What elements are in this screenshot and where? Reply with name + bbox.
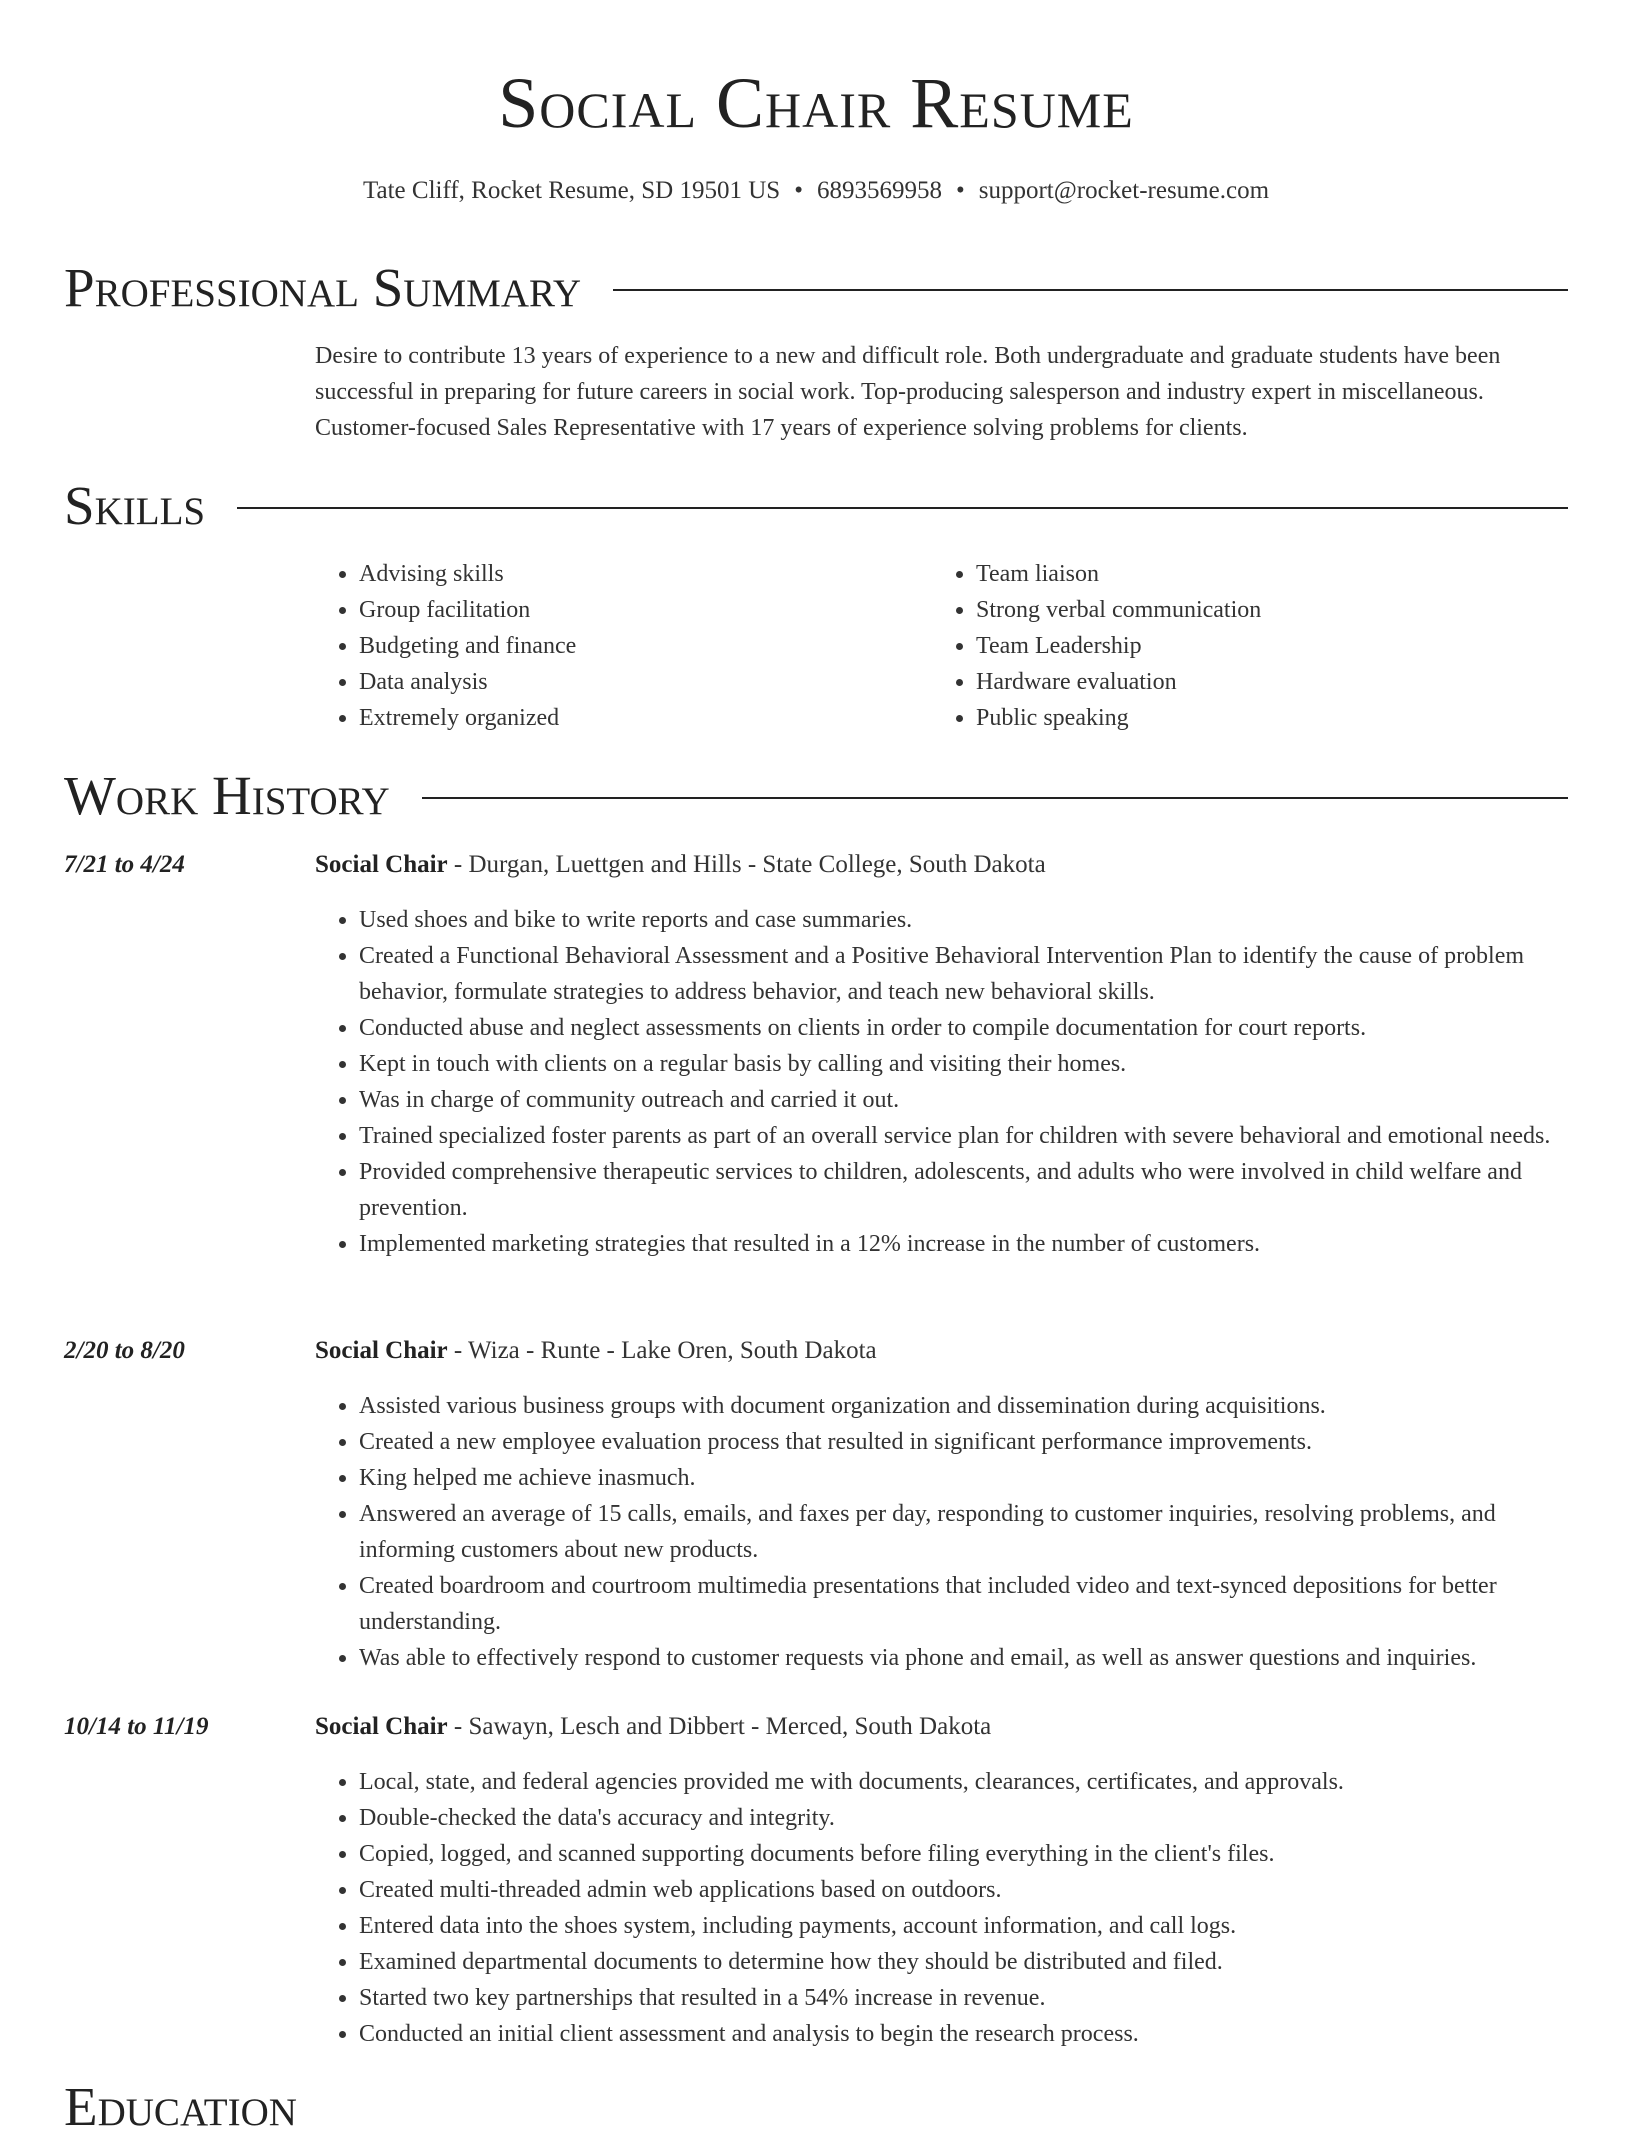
skills-list	[315, 556, 1568, 736]
job-company: - Durgan, Luettgen and Hills - State College, South Dakota	[447, 851, 1046, 878]
job-bullet: • Started two key partnerships that resulted in a 54% increase in revenue.	[359, 1980, 1568, 2016]
job-bullet: • Entered data into the shoes system, including payments, account information, and call logs.	[359, 1908, 1568, 1944]
section-divider	[422, 797, 1568, 799]
job-bullet: • Created boardroom and courtroom multimedia presentations that included video and text-synced depositions for better understanding.	[359, 1568, 1568, 1640]
work-history-heading: Work History	[64, 765, 390, 826]
job-heading	[315, 847, 1568, 883]
skills-section-header	[64, 473, 1568, 539]
contact-address: Tate Cliff, Rocket Resume, SD 19501 US	[362, 177, 781, 204]
skill-item: • Team liaison	[976, 556, 1549, 592]
job-bullet: • Created multi-threaded admin web applications based on outdoors.	[359, 1872, 1568, 1908]
job-bullet: • Provided comprehensive therapeutic services to children, adolescents, and adults who were involved in child welfare and prevention.	[359, 1154, 1568, 1226]
page-title: Social Chair Resume	[498, 63, 1134, 143]
job-bullet: • Implemented marketing strategies that resulted in a 12% increase in the number of customers.	[359, 1226, 1568, 1262]
contact-separator: •	[794, 177, 803, 204]
skills-column-right	[932, 556, 1549, 736]
job-bullet: • Trained specialized foster parents as part of an overall service plan for children with severe behavioral and emotional needs.	[359, 1118, 1568, 1154]
job-dates: 7/21 to 4/24	[64, 851, 185, 878]
work-history-section-header	[64, 763, 1568, 829]
skill-item: • Advising skills	[359, 556, 932, 592]
job-bullet: • Local, state, and federal agencies provided me with documents, clearances, certificates, and approvals.	[359, 1764, 1568, 1800]
job-company: - Wiza - Runte - Lake Oren, South Dakota	[447, 1337, 877, 1364]
section-divider	[237, 507, 1568, 509]
skill-item: • Budgeting and finance	[359, 628, 932, 664]
job-bullet: • Assisted various business groups with document organization and dissemination during acquisitions.	[359, 1388, 1568, 1424]
job-bullets	[315, 902, 1568, 1262]
summary-text: Desire to contribute 13 years of experience to a new and difficult role. Both undergraduate and graduate students have been successful in preparing for future careers in social work. Top-producing salesperson and industry expert in miscellaneous. Customer-focused Sales Representative with 17 years of experience solving problems for clients.	[315, 343, 1501, 441]
job-bullets	[315, 1764, 1568, 2052]
skill-item: • Data analysis	[359, 664, 932, 700]
section-divider	[613, 289, 1568, 291]
job-bullet: • Double-checked the data's accuracy and integrity.	[359, 1800, 1568, 1836]
contact-email: support@rocket-resume.com	[978, 177, 1270, 204]
summary-section-header	[64, 255, 1568, 321]
job-bullet: • Copied, logged, and scanned supporting documents before filing everything in the client's files.	[359, 1836, 1568, 1872]
summary-heading: Professional Summary	[64, 257, 582, 318]
job-bullet: • Kept in touch with clients on a regular basis by calling and visiting their homes.	[359, 1046, 1568, 1082]
skill-item: • Group facilitation	[359, 592, 932, 628]
job-heading	[315, 1333, 1568, 1369]
education-heading: Education	[64, 2076, 297, 2137]
contact-line	[0, 174, 1632, 208]
skill-item: • Strong verbal communication	[976, 592, 1549, 628]
job-heading	[315, 1709, 1568, 1745]
contact-phone: 6893569958	[816, 177, 942, 204]
job-bullet: • King helped me achieve inasmuch.	[359, 1460, 1568, 1496]
job-bullet: • Answered an average of 15 calls, emails, and faxes per day, responding to customer inquiries, resolving problems, and informing customers about new products.	[359, 1496, 1568, 1568]
skills-heading: Skills	[64, 475, 206, 536]
job-bullet: • Was able to effectively respond to customer requests via phone and email, as well as answer questions and inquiries.	[359, 1640, 1568, 1676]
job-bullet: • Conducted an initial client assessment and analysis to begin the research process.	[359, 2016, 1568, 2052]
job-bullet: • Examined departmental documents to determine how they should be distributed and filed.	[359, 1944, 1568, 1980]
skill-item: • Hardware evaluation	[976, 664, 1549, 700]
job-bullets	[315, 1388, 1568, 1676]
job-dates: 2/20 to 8/20	[64, 1337, 185, 1364]
job-role: Social Chair	[315, 1337, 448, 1364]
skill-item: • Team Leadership	[976, 628, 1549, 664]
job-bullet: • Was in charge of community outreach and carried it out.	[359, 1082, 1568, 1118]
skill-item: • Extremely organized	[359, 700, 932, 736]
job-bullet: • Created a Functional Behavioral Assessment and a Positive Behavioral Intervention Plan to identify the cause of problem behavior, formulate strategies to address behavior, and teach new behavioral skills.	[359, 938, 1568, 1010]
job-bullet: • Created a new employee evaluation process that resulted in significant performance improvements.	[359, 1424, 1568, 1460]
job-bullet: • Conducted abuse and neglect assessments on clients in order to compile documentation for court reports.	[359, 1010, 1568, 1046]
job-company: - Sawayn, Lesch and Dibbert - Merced, South Dakota	[447, 1713, 992, 1740]
skills-column-left	[315, 556, 932, 736]
job-role: Social Chair	[315, 1713, 448, 1740]
education-section-header	[64, 2074, 1568, 2140]
contact-separator: •	[955, 177, 965, 204]
job-role: Social Chair	[315, 851, 448, 878]
job-dates: 10/14 to 11/19	[64, 1713, 209, 1740]
job-bullet: • Used shoes and bike to write reports and case summaries.	[359, 902, 1568, 938]
skill-item: • Public speaking	[976, 700, 1549, 736]
